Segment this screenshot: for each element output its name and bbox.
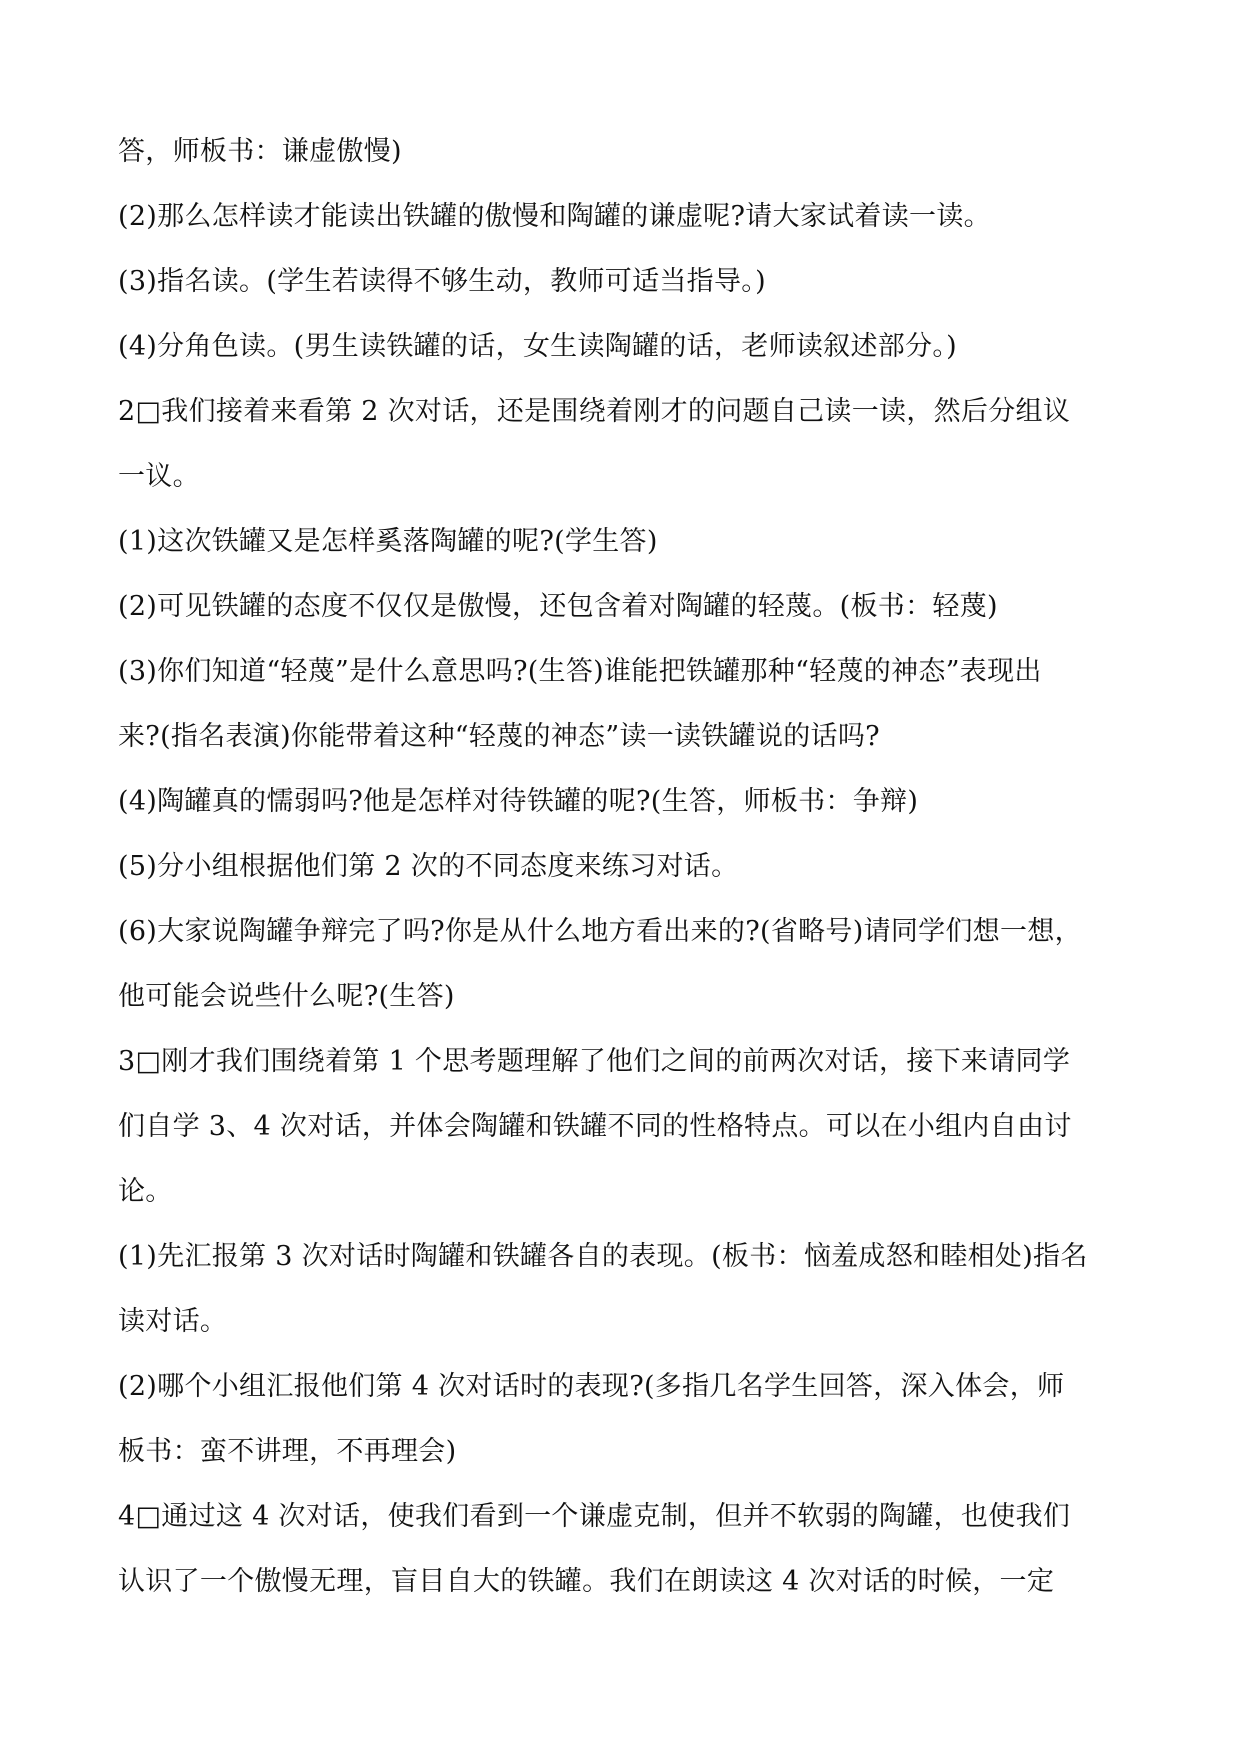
text-line: 2□我们接着来看第 2 次对话，还是围绕着刚才的问题自己读一读，然后分组议 — [118, 396, 1071, 427]
text-line: (4)分角色读。(男生读铁罐的话，女生读陶罐的话，老师读叙述部分。) — [118, 331, 958, 362]
text-line: (5)分小组根据他们第 2 次的不同态度来练习对话。 — [118, 851, 739, 882]
text-line: 答，师板书：谦虚傲慢) — [118, 136, 402, 167]
text-line: 板书：蛮不讲理，不再理会) — [118, 1436, 457, 1467]
text-line: (1)这次铁罐又是怎样奚落陶罐的呢?(学生答) — [118, 526, 658, 557]
text-line: 一议。 — [118, 461, 200, 492]
text-line: 认识了一个傲慢无理，盲目自大的铁罐。我们在朗读这 4 次对话的时候，一定 — [118, 1566, 1055, 1597]
text-line: (2)哪个小组汇报他们第 4 次对话时的表现?(多指几名学生回答，深入体会，师 — [118, 1371, 1065, 1402]
text-line: (1)先汇报第 3 次对话时陶罐和铁罐各自的表现。(板书：恼羞成怒和睦相处)指名 — [118, 1241, 1088, 1272]
text-line: 3□刚才我们围绕着第 1 个思考题理解了他们之间的前两次对话，接下来请同学 — [118, 1046, 1071, 1077]
text-line: (2)可见铁罐的态度不仅仅是傲慢，还包含着对陶罐的轻蔑。(板书：轻蔑) — [118, 591, 998, 622]
text-line: (3)你们知道“轻蔑”是什么意思吗?(生答)谁能把铁罐那种“轻蔑的神态”表现出 — [118, 656, 1042, 687]
text-line: 他可能会说些什么呢?(生答) — [118, 981, 455, 1012]
text-line: 读对话。 — [118, 1306, 228, 1337]
text-line: (4)陶罐真的懦弱吗?他是怎样对待铁罐的呢?(生答，师板书：争辩) — [118, 786, 919, 817]
text-line: 4□通过这 4 次对话，使我们看到一个谦虚克制，但并不软弱的陶罐，也使我们 — [118, 1501, 1071, 1532]
text-line: (3)指名读。(学生若读得不够生动，教师可适当指导。) — [118, 266, 766, 297]
text-line: (2)那么怎样读才能读出铁罐的傲慢和陶罐的谦虚呢?请大家试着读一读。 — [118, 201, 991, 232]
text-line: 论。 — [118, 1176, 173, 1207]
text-line: (6)大家说陶罐争辩完了吗?你是从什么地方看出来的?(省略号)请同学们想一想， — [118, 916, 1082, 947]
text-line: 来?(指名表演)你能带着这种“轻蔑的神态”读一读铁罐说的话吗? — [118, 721, 880, 752]
text-line: 们自学 3、4 次对话，并体会陶罐和铁罐不同的性格特点。可以在小组内自由讨 — [118, 1111, 1072, 1142]
